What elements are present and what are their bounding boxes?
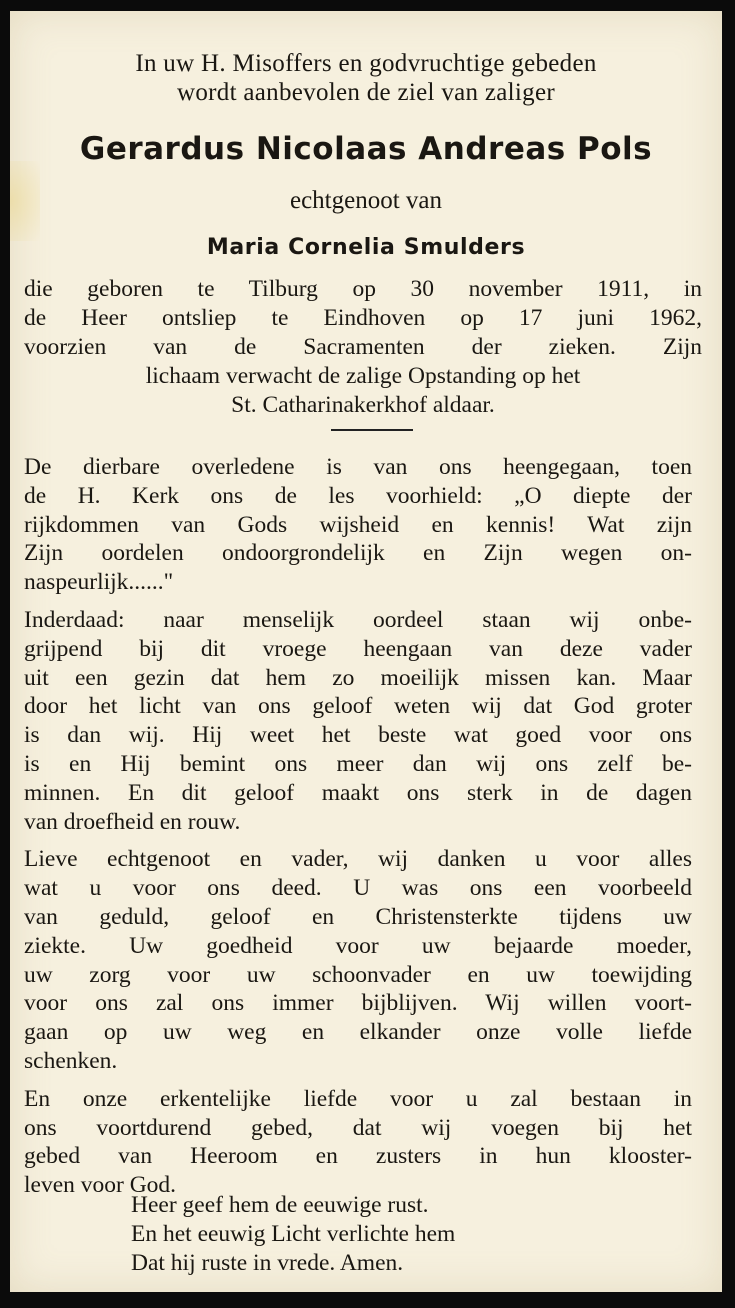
spouse-intro: echtgenoot van xyxy=(289,187,443,214)
divider xyxy=(331,429,413,431)
text-line: Zijn oordelen ondoorgrondelijk en Zijn wegen on- xyxy=(24,540,692,567)
text-line: Inderdaad: naar menselijk oordeel staan wij onbe- xyxy=(24,606,692,633)
bio-line: die geboren te Tilburg op 30 november 1911, in xyxy=(24,276,702,302)
prayer-line: Heer geef hem de eeuwige rust. xyxy=(131,1192,429,1218)
text-line: leven voor God. xyxy=(24,1172,177,1199)
text-line: rijkdommen van Gods wijsheid en kennis! Wat zijn xyxy=(24,511,692,538)
text-line: ons voortdurend gebed, dat wij voegen bij het xyxy=(24,1114,692,1141)
bio-line: voorzien van de Sacramenten der zieken. Zijn xyxy=(24,334,702,360)
bio-line: lichaam verwacht de zalige Opstanding op het xyxy=(145,363,581,389)
paragraph xyxy=(24,453,692,597)
text-line: Lieve echtgenoot en vader, wij danken u voor alles xyxy=(24,846,692,873)
text-line: grijpend bij dit vroege heengaan van deze vader xyxy=(24,635,692,662)
prayer-line: En het eeuwig Licht verlichte hem xyxy=(131,1221,456,1247)
intro-text xyxy=(10,49,722,107)
bio-line: St. Catharinakerkhof aldaar. xyxy=(231,392,495,418)
intro-line: wordt aanbevolen de ziel van zaliger xyxy=(177,79,555,106)
closing-prayer xyxy=(131,1191,455,1278)
text-line: voor ons zal ons immer bijblijven. Wij willen voort- xyxy=(24,990,692,1017)
memorial-card xyxy=(10,11,722,1292)
text-line: gebed van Heeroom en zusters in hun klooster- xyxy=(24,1143,692,1170)
text-line: minnen. En dit geloof maakt ons sterk in de dagen xyxy=(24,779,692,806)
bio-line: de Heer ontsliep te Eindhoven op 17 juni 1962, xyxy=(24,305,702,331)
text-line: van droefheid en rouw. xyxy=(24,808,241,835)
intro-line: In uw H. Misoffers en godvruchtige gebeden xyxy=(135,50,597,77)
paragraph xyxy=(24,1085,692,1200)
paragraph xyxy=(24,606,692,836)
paragraph xyxy=(24,845,692,1075)
text-line: En onze erkentelijke liefde voor u zal bestaan in xyxy=(24,1085,692,1112)
text-line: is en Hij bemint ons meer dan wij ons zelf be- xyxy=(24,750,692,777)
text-line: gaan op uw weg en elkander onze volle liefde xyxy=(24,1019,692,1046)
spouse-name: Maria Cornelia Smulders xyxy=(206,235,526,260)
biography xyxy=(24,275,702,420)
text-line: wat u voor ons deed. U was ons een voorbeeld xyxy=(24,875,692,902)
memorial-text xyxy=(24,453,692,1209)
text-line: De dierbare overledene is van ons heengegaan, toen xyxy=(24,454,692,480)
text-line: uw zorg voor uw schoonvader en uw toewijding xyxy=(24,961,692,988)
text-line: ziekte. Uw goedheid voor uw bejaarde moeder, xyxy=(24,932,692,959)
deceased-name: Gerardus Nicolaas Andreas Pols xyxy=(79,131,653,167)
text-line: schenken. xyxy=(24,1047,118,1074)
prayer-line: Dat hij ruste in vrede. Amen. xyxy=(131,1250,404,1276)
text-line: door het licht van ons geloof weten wij dat God groter xyxy=(24,693,692,720)
text-line: de H. Kerk ons de les voorhield: „O diepte der xyxy=(24,482,692,509)
text-line: naspeurlijk......" xyxy=(24,569,174,596)
text-line: uit een gezin dat hem zo moeilijk missen kan. Maar xyxy=(24,664,692,691)
text-line: is dan wij. Hij weet het beste wat goed voor ons xyxy=(24,722,692,749)
text-line: van geduld, geloof en Christensterkte tijdens uw xyxy=(24,903,692,930)
